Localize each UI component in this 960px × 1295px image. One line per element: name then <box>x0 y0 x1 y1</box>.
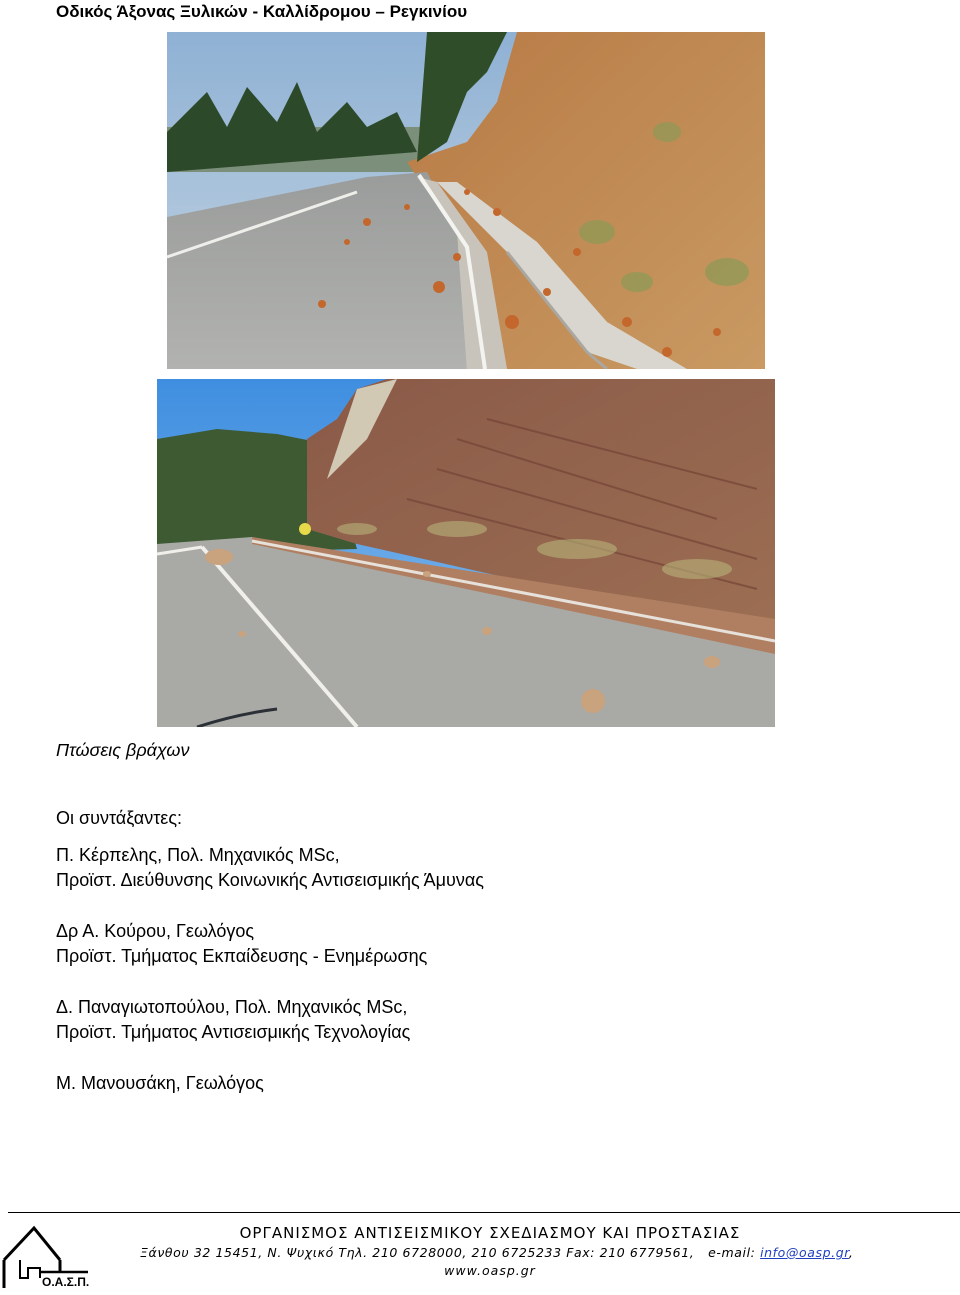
email-link[interactable]: info@oasp.gr <box>760 1245 849 1260</box>
author-1-name: Π. Κέρπελης, Πολ. Μηχανικός MSc, <box>56 845 340 865</box>
author-3-role: Προϊστ. Τμήματος Αντισεισμικής Τεχνολογίας <box>56 1022 411 1042</box>
organization-name: ΟΡΓΑΝΙΣΜΟΣ ΑΝΤΙΣΕΙΣΜΙΚΟΥ ΣΧΕΔΙΑΣΜΟΥ ΚΑΙ ΠΡΟΣΤΑΣΙΑΣ <box>239 1224 741 1242</box>
rockfall-photo-2 <box>157 379 775 727</box>
footer-divider <box>8 1212 960 1213</box>
author-3-name: Δ. Παναγιωτοπούλου, Πολ. Μηχανικός MSc, <box>56 997 408 1017</box>
email-suffix: , <box>848 1245 854 1260</box>
photo-caption: Πτώσεις βράχων <box>56 740 190 760</box>
author-4-name: Μ. Μανουσάκη, Γεωλόγος <box>56 1073 264 1093</box>
document-title: Οδικός Άξονας Ξυλικών - Καλλίδρομου – Ρεγκινίου <box>56 2 468 21</box>
author-2-name: Δρ Α. Κούρου, Γεωλόγος <box>56 921 255 941</box>
address-text: Ξάνθου 32 15451, Ν. Ψυχικό Τηλ. 210 6728000, 210 6725233 Fax: 210 6779561, <box>140 1245 695 1260</box>
rockfall-photo-1 <box>167 32 765 369</box>
authors-block <box>56 806 916 1096</box>
authors-heading: Οι συντάξαντες: <box>56 808 183 828</box>
email-label: e-mail: <box>708 1245 756 1260</box>
author-2-role: Προϊστ. Τμήματος Εκπαίδευσης - Ενημέρωσης <box>56 946 428 966</box>
website-link[interactable]: www.oasp.gr <box>444 1263 536 1278</box>
oasp-logo <box>0 1220 92 1290</box>
logo-text: Ο.Α.Σ.Π. <box>42 1275 90 1289</box>
organization-address <box>140 1245 854 1260</box>
author-1-role: Προϊστ. Διεύθυνσης Κοινωνικής Αντισεισμικής Άμυνας <box>56 870 484 890</box>
